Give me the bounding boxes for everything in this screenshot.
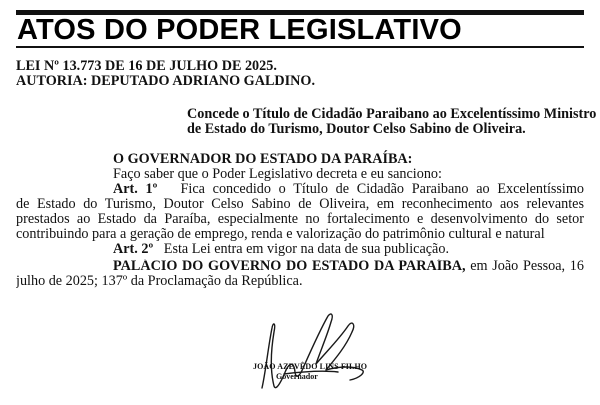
section-title: ATOS DO PODER LEGISLATIVO [17, 14, 462, 46]
article-1-line-3: prestados ao Estado da Paraíba, especialmente no fortalecimento e desenvolvimento do setor [16, 212, 584, 227]
article-2 [113, 242, 449, 257]
preamble: Faço saber que o Poder Legislativo decreta e eu sanciono: [113, 166, 442, 182]
governor-heading: O GOVERNADOR DO ESTADO DA PARAÍBA: [113, 151, 413, 167]
article-1-line-2: de Estado do Turismo, Doutor Celso Sabino de Oliveira, em reconhecimento aos relevantes [16, 197, 584, 212]
signature-scribble [210, 300, 410, 400]
law-authorship: AUTORIA: DEPUTADO ADRIANO GALDINO. [16, 73, 316, 89]
article-2-label: Art. 2º [113, 241, 154, 257]
signatory-name: JOÃO AZEVÊDO LINS FILHO [253, 362, 368, 371]
article-1-line-4: contribuindo para a geração de emprego, renda e valorização do patrimônio cultural e natural [16, 227, 545, 242]
article-1-line-1: Art. 1º Fica concedido o Título de Cidadão Paraibano ao Excelentíssimo [113, 182, 584, 197]
article-2-text: Esta Lei entra em vigor na data de sua publicação. [163, 241, 449, 257]
article-1 [16, 182, 584, 242]
law-number: LEI Nº 13.773 DE 16 DE JULHO DE 2025. [16, 58, 277, 74]
closing-line-1: PALÁCIO DO GOVERNO DO ESTADO DA PARAÍBA, em João Pessoa, 16 [113, 259, 584, 274]
palace-name: PALÁCIO DO GOVERNO DO ESTADO DA PARAÍBA, [113, 259, 466, 274]
section-header [16, 10, 584, 48]
article-1-label: Art. 1º [113, 182, 158, 197]
ementa-line-1: Concede o Título de Cidadão Paraibano ao Excelentíssimo Ministro [187, 106, 597, 122]
closing-block [16, 259, 584, 289]
ementa-line-2: de Estado do Turismo, Doutor Celso Sabino de Oliveira. [187, 121, 526, 137]
handwritten-signature [210, 300, 410, 400]
signatory-title: Governador [276, 372, 318, 381]
closing-line-2: julho de 2025; 137º da Proclamação da República. [16, 274, 303, 289]
